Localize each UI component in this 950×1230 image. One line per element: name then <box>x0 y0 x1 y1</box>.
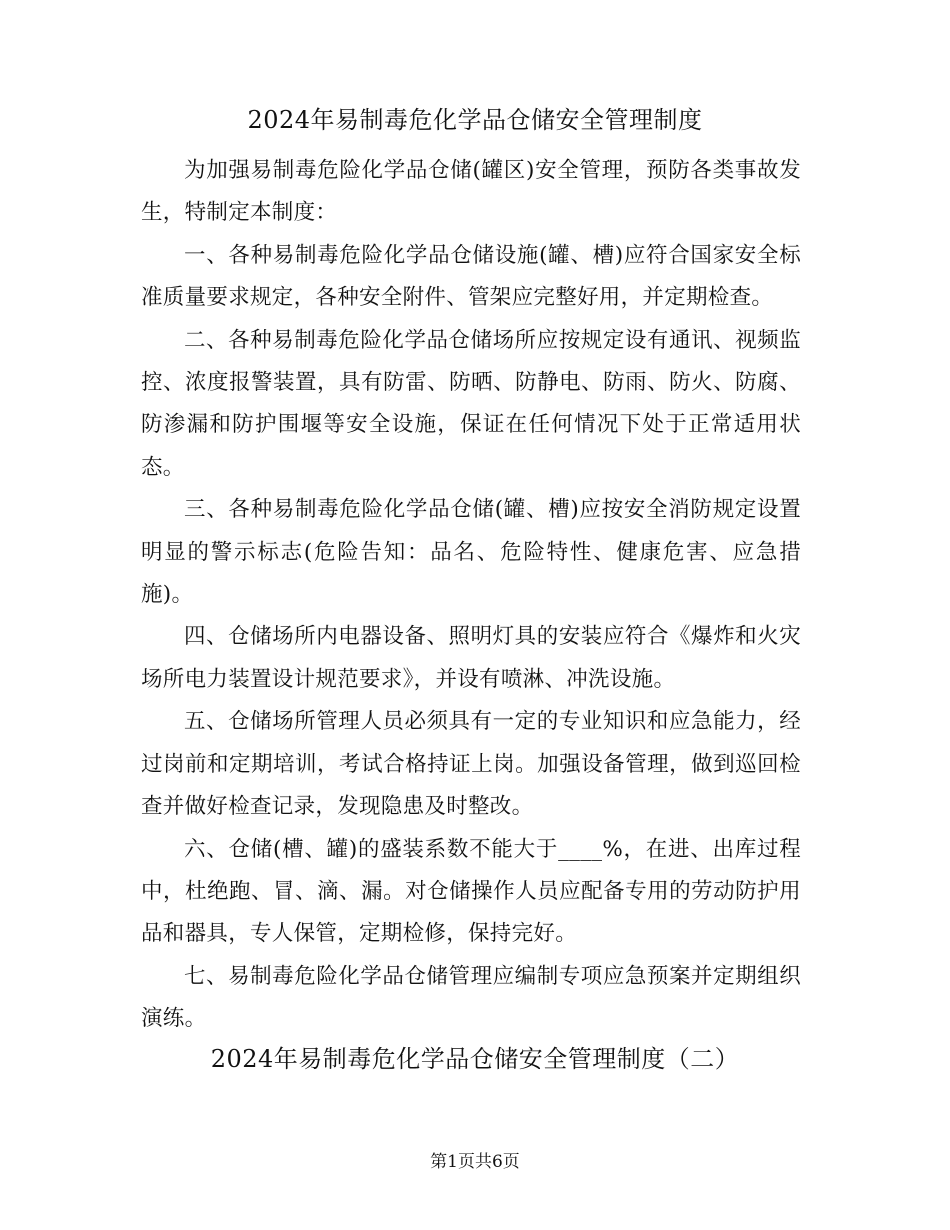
document-body <box>141 150 801 1041</box>
second-section-title: 2024年易制毒危化学品仓储安全管理制度（二） <box>210 1045 740 1073</box>
clause-1-paragraph: 一、各种易制毒危险化学品仓储设施(罐、槽)应符合国家安全标准质量要求规定，各种安全附件、管架应完整好用，并定期检查。 <box>141 242 801 311</box>
clause-6-paragraph: 六、仓储(槽、罐)的盛装系数不能大于____%，在进、出库过程中，杜绝跑、冒、滴、漏。对仓储操作人员应配备专用的劳动防护用品和器具，专人保管，定期检修，保持完好。 <box>141 836 801 947</box>
clause-2-paragraph: 二、各种易制毒危险化学品仓储场所应按规定设有通讯、视频监控、浓度报警装置，具有防雷、防晒、防静电、防雨、防火、防腐、防渗漏和防护围堰等安全设施，保证在任何情况下处于正常适用状态。 <box>141 327 801 480</box>
clause-3-paragraph: 三、各种易制毒危险化学品仓储(罐、槽)应按安全消防规定设置明显的警示标志(危险告知：品名、危险特性、健康危害、应急措施)。 <box>141 497 801 608</box>
clause-4-paragraph: 四、仓储场所内电器设备、照明灯具的安装应符合《爆炸和火灾场所电力装置设计规范要求》，并设有喷淋、冲洗设施。 <box>141 624 801 692</box>
page-number: 第1页共6页 <box>430 1152 520 1172</box>
intro-paragraph: 为加强易制毒危险化学品仓储(罐区)安全管理，预防各类事故发生，特制定本制度： <box>141 158 801 226</box>
document-title: 2024年易制毒危化学品仓储安全管理制度 <box>247 106 703 134</box>
clause-5-paragraph: 五、仓储场所管理人员必须具有一定的专业知识和应急能力，经过岗前和定期培训，考试合格持证上岗。加强设备管理，做到巡回检查并做好检查记录，发现隐患及时整改。 <box>141 709 801 820</box>
clause-7-paragraph: 七、易制毒危险化学品仓储管理应编制专项应急预案并定期组织演练。 <box>141 963 801 1032</box>
